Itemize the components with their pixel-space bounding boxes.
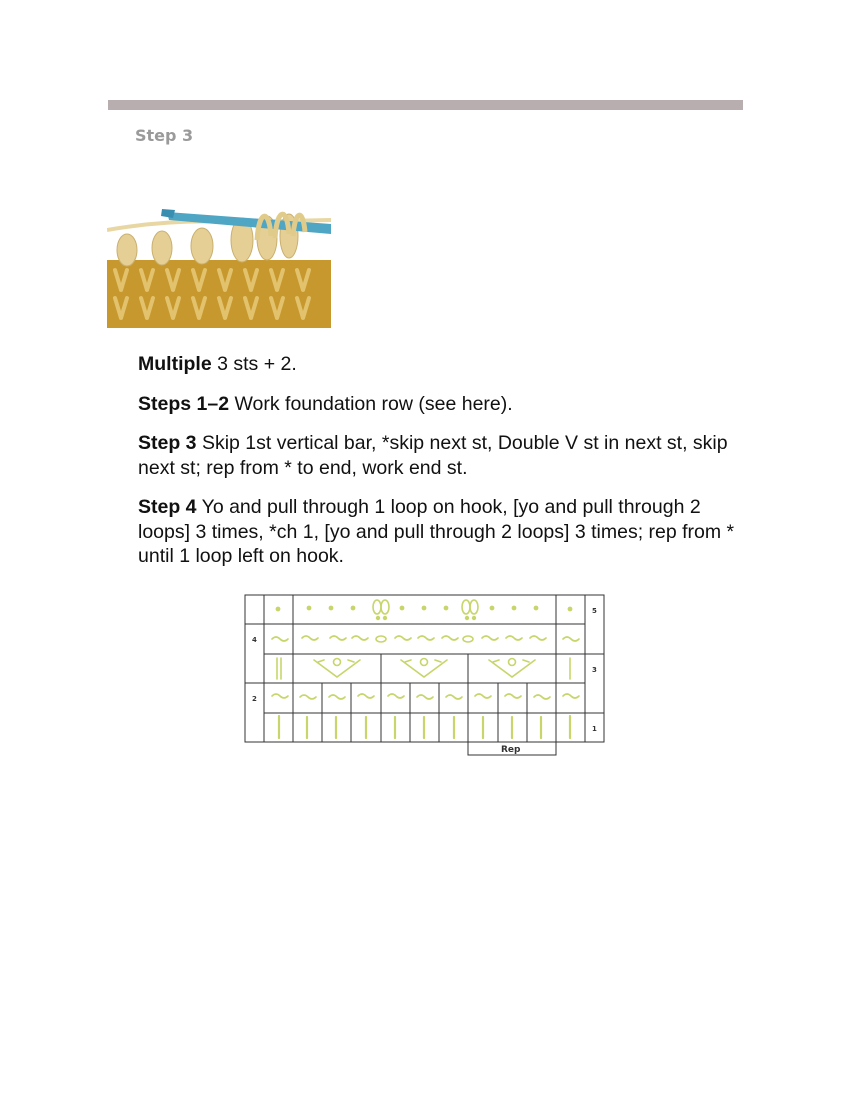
- step-photo: [107, 110, 331, 328]
- instructions: [138, 352, 750, 584]
- steps-1-2-heading: Steps 1–2: [138, 392, 230, 415]
- photo-step-label: Step 3: [135, 126, 194, 145]
- row-number-5: 5: [592, 607, 597, 615]
- row-number-2: 2: [252, 695, 257, 703]
- row-number-3: 3: [592, 666, 597, 674]
- step-4-paragraph: [138, 495, 750, 569]
- step-3-text: Skip 1st vertical bar, *skip next st, Double V st in next st, skip next st; rep from * to end, work end st.: [138, 432, 728, 479]
- chart-cluster-dots: [376, 616, 476, 620]
- multiple-heading: Multiple: [138, 353, 212, 375]
- chart-symbols-row-3: [277, 658, 570, 679]
- row-number-1: 1: [592, 725, 597, 733]
- chart-symbols-row-5: [276, 606, 573, 612]
- row-number-4: 4: [252, 636, 257, 644]
- step-3-heading: Step 3: [138, 432, 197, 454]
- chart-symbols-row-2: [272, 694, 579, 699]
- multiple-text: 3 sts + 2.: [211, 353, 297, 375]
- steps-1-2-text: Work foundation row (see here).: [229, 392, 513, 415]
- step-4-heading: Step 4: [138, 496, 197, 518]
- header-rule: [108, 100, 743, 110]
- step-4-text: Yo and pull through 1 loop on hook, [yo and pull through 2 loops] 3 times, *ch 1, [yo and pull through 2 loops] 3 times; rep from * until 1 loop left on hook.: [138, 496, 735, 567]
- steps-1-2-paragraph: [138, 392, 750, 417]
- repeat-label: Rep: [501, 745, 521, 755]
- step-3-paragraph: [138, 431, 750, 480]
- chart-symbols-row-1: [279, 716, 570, 738]
- chart-symbols-row-4: [272, 636, 579, 642]
- multiple-paragraph: [138, 352, 750, 377]
- stitch-chart: [244, 594, 608, 760]
